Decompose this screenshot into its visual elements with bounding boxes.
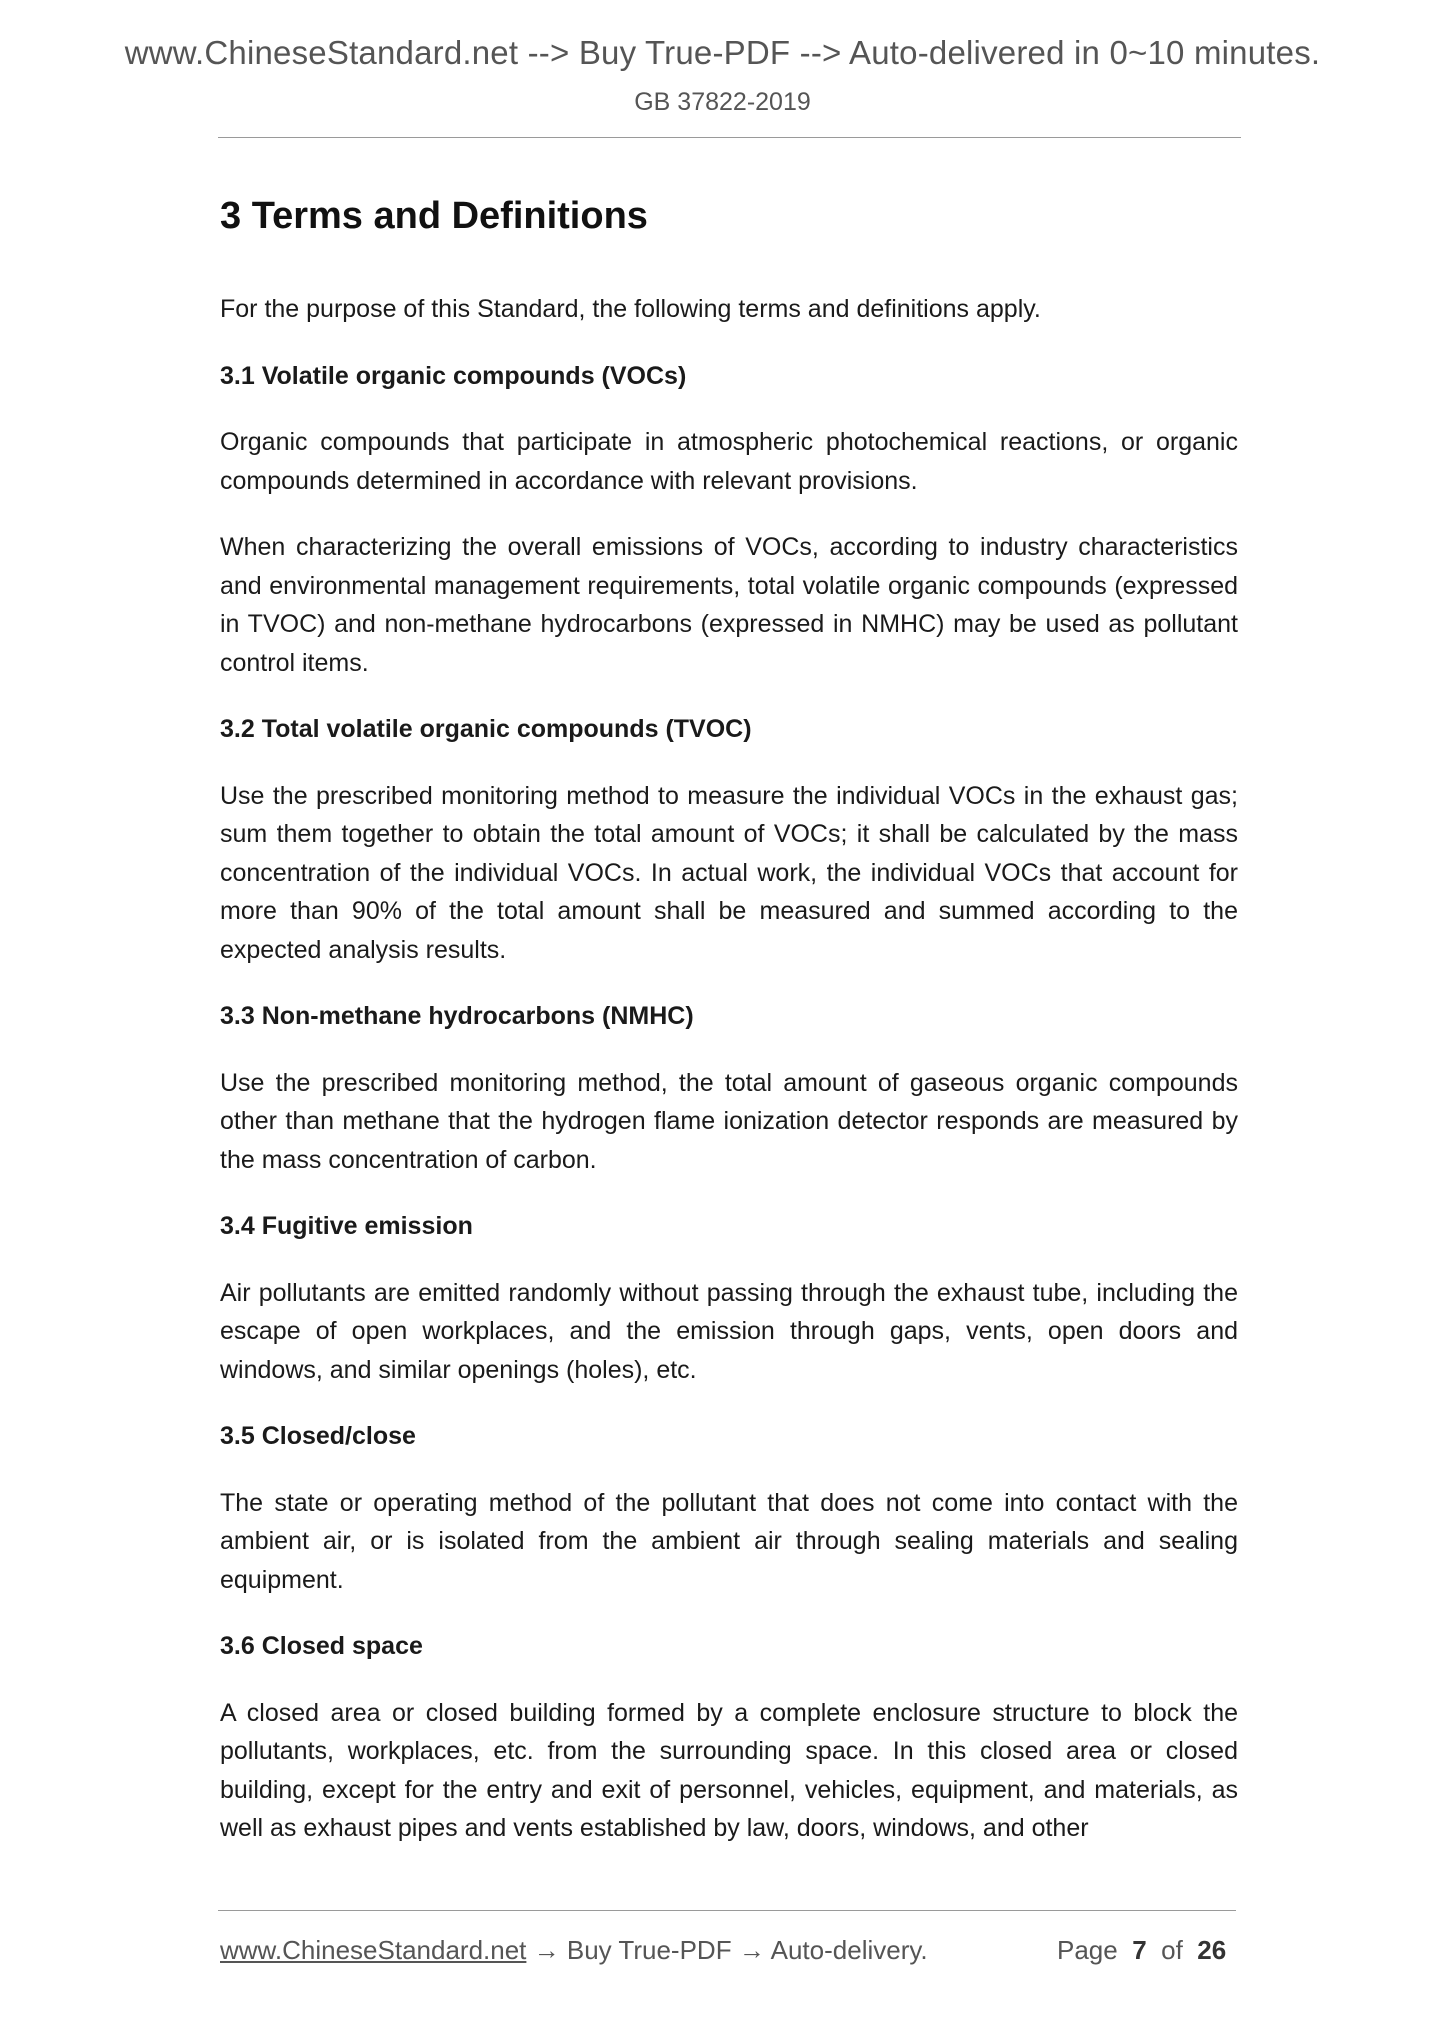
term-paragraph: When characterizing the overall emissions of VOCs, according to industry characteristics and environmental management requirements, total volatile organic compounds (expressed in TVOC) and non-methane hydrocarbons (expressed in NMHC) may be used as pollutant control items. xyxy=(220,533,1238,677)
page-number xyxy=(1057,1935,1226,1966)
term-paragraph: Organic compounds that participate in atmospheric photochemical reactions, or organic compounds determined in accordance with relevant provisions. xyxy=(220,428,1238,495)
document-body xyxy=(220,195,1238,1876)
page-total: 26 xyxy=(1197,1935,1227,1965)
term-paragraph: Use the prescribed monitoring method to measure the individual VOCs in the exhaust gas; sum them together to obtain the total amount of VOCs; it shall be calculated by the mass concentration of the individual VOCs. In actual work, the individual VOCs that account for more than 90% of the total amount shall be measured and summed according to the expected analysis results. xyxy=(220,781,1238,964)
term-heading: 3.3 Non-methane hydrocarbons (NMHC) xyxy=(220,1002,694,1030)
arrow-right-icon: → xyxy=(533,1935,560,1965)
term-heading: 3.5 Closed/close xyxy=(220,1422,416,1450)
footer-divider xyxy=(218,1910,1236,1911)
term-heading: 3.4 Fugitive emission xyxy=(220,1212,473,1240)
term-heading: 3.2 Total volatile organic compounds (TVOC) xyxy=(220,715,752,743)
header-divider xyxy=(218,137,1241,138)
footer-promo xyxy=(220,1935,928,1966)
header-banner: www.ChineseStandard.net --> Buy True-PDF --> Auto-delivered in 0~10 minutes. xyxy=(124,34,1321,71)
term-heading: 3.6 Closed space xyxy=(220,1632,423,1660)
page-of-label: of xyxy=(1161,1935,1183,1965)
page-label: Page xyxy=(1057,1935,1118,1965)
term-paragraph: The state or operating method of the pollutant that does not come into contact with the ambient air, or is isolated from the ambient air through sealing materials and sealing equipment. xyxy=(220,1488,1238,1594)
delivery-text: Auto-delivery. xyxy=(770,1935,928,1965)
section-title: 3 Terms and Definitions xyxy=(220,195,648,237)
standard-code: GB 37822-2019 xyxy=(634,88,811,116)
term-paragraph: Use the prescribed monitoring method, the total amount of gaseous organic compounds other than methane that the hydrogen flame ionization detector responds are measured by the mass concentration of carbon. xyxy=(220,1068,1238,1174)
term-paragraph: A closed area or closed building formed by a complete enclosure structure to block the pollutants, workplaces, etc. from the surrounding space. In this closed area or closed building, except for the entry and exit of personnel, vehicles, equipment, and materials, as well as exhaust pipes and vents established by law, doors, windows, and other xyxy=(220,1698,1238,1842)
arrow-right-icon: → xyxy=(738,1935,765,1965)
buy-text: Buy True-PDF xyxy=(566,1935,732,1965)
section-intro: For the purpose of this Standard, the following terms and definitions apply. xyxy=(220,295,1041,323)
term-heading: 3.1 Volatile organic compounds (VOCs) xyxy=(220,361,687,390)
site-link[interactable]: www.ChineseStandard.net xyxy=(220,1935,527,1965)
page-current: 7 xyxy=(1132,1935,1147,1965)
term-paragraph: Air pollutants are emitted randomly without passing through the exhaust tube, including the escape of open workplaces, and the emission through gaps, vents, open doors and windows, and similar openings (holes), etc. xyxy=(220,1278,1238,1384)
